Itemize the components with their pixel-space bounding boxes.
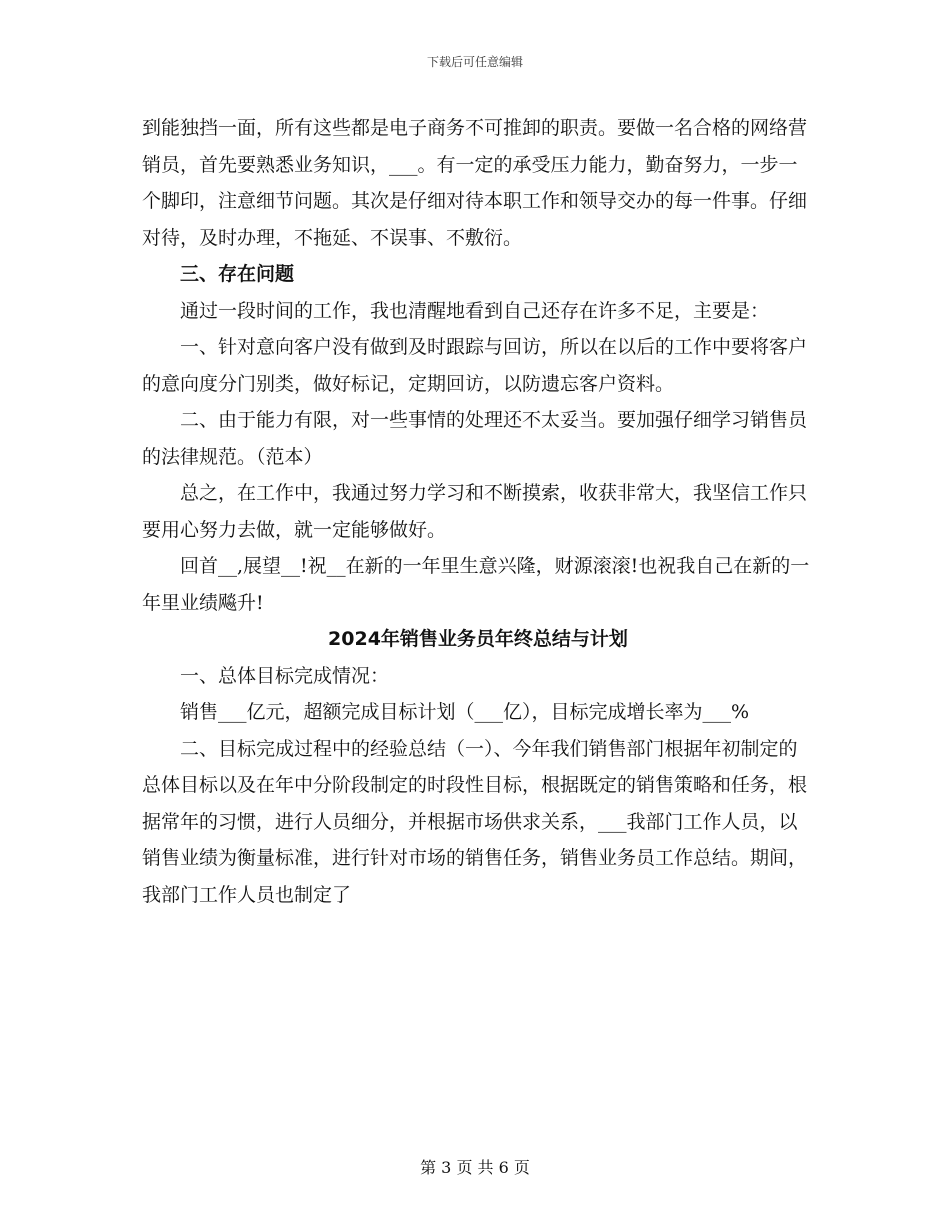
paragraph-closing: 回首__,展望__!祝__在新的一年里生意兴隆，财源滚滚!也祝我自己在新的一年里业绩飚升! (142, 555, 810, 614)
paragraph-problem-one: 一、针对意向客户没有做到及时跟踪与回访，所以在以后的工作中要将客户的意向度分门别类，做好标记，定期回访，以防遗忘客户资料。 (142, 336, 808, 395)
document-title: 2024年销售业务员年终总结与计划 (328, 628, 628, 650)
page-number: 第 3 页 共 6 页 (420, 1158, 530, 1177)
header-note: 下载后可任意编辑 (426, 55, 523, 69)
section-heading-overall-goal: 一、总体目标完成情况： (180, 664, 390, 687)
document-body (142, 110, 814, 913)
paragraph-problems-intro: 通过一段时间的工作，我也清醒地看到自己还存在许多不足，主要是： (180, 299, 770, 322)
paragraph-problem-two: 二、由于能力有限，对一些事情的处理还不太妥当。要加强仔细学习销售员的法律规范。（范本） (142, 409, 808, 468)
section-heading-problems: 三、存在问题 (180, 263, 295, 285)
paragraph-sales-figures: 销售___亿元，超额完成目标计划（___亿），目标完成增长率为___% (180, 701, 750, 723)
paragraph-experience-summary: 二、目标完成过程中的经验总结（一）、今年我们销售部门根据年初制定的总体目标以及在年中分阶段制定的时段性目标，根据既定的销售策略和任务，根据常年的习惯，进行人员细分，并根据市场供求关系，___我部门工作人员，以销售业绩为衡量标准，进行针对市场的销售任务，销售业务员工作总结。期间，我部门工作人员也制定了 (142, 737, 808, 906)
paragraph-continuation: 到能独挡一面，所有这些都是电子商务不可推卸的职责。要做一名合格的网络营销员，首先要熟悉业务知识，___。有一定的承受压力能力，勤奋努力，一步一个脚印，注意细节问题。其次是仔细对待本职工作和领导交办的每一件事。仔细对待，及时办理，不拖延、不误事、不敷衍。 (142, 117, 808, 249)
paragraph-summary: 总之，在工作中，我通过努力学习和不断摸索，收获非常大，我坚信工作只要用心努力去做，就一定能够做好。 (142, 482, 808, 541)
